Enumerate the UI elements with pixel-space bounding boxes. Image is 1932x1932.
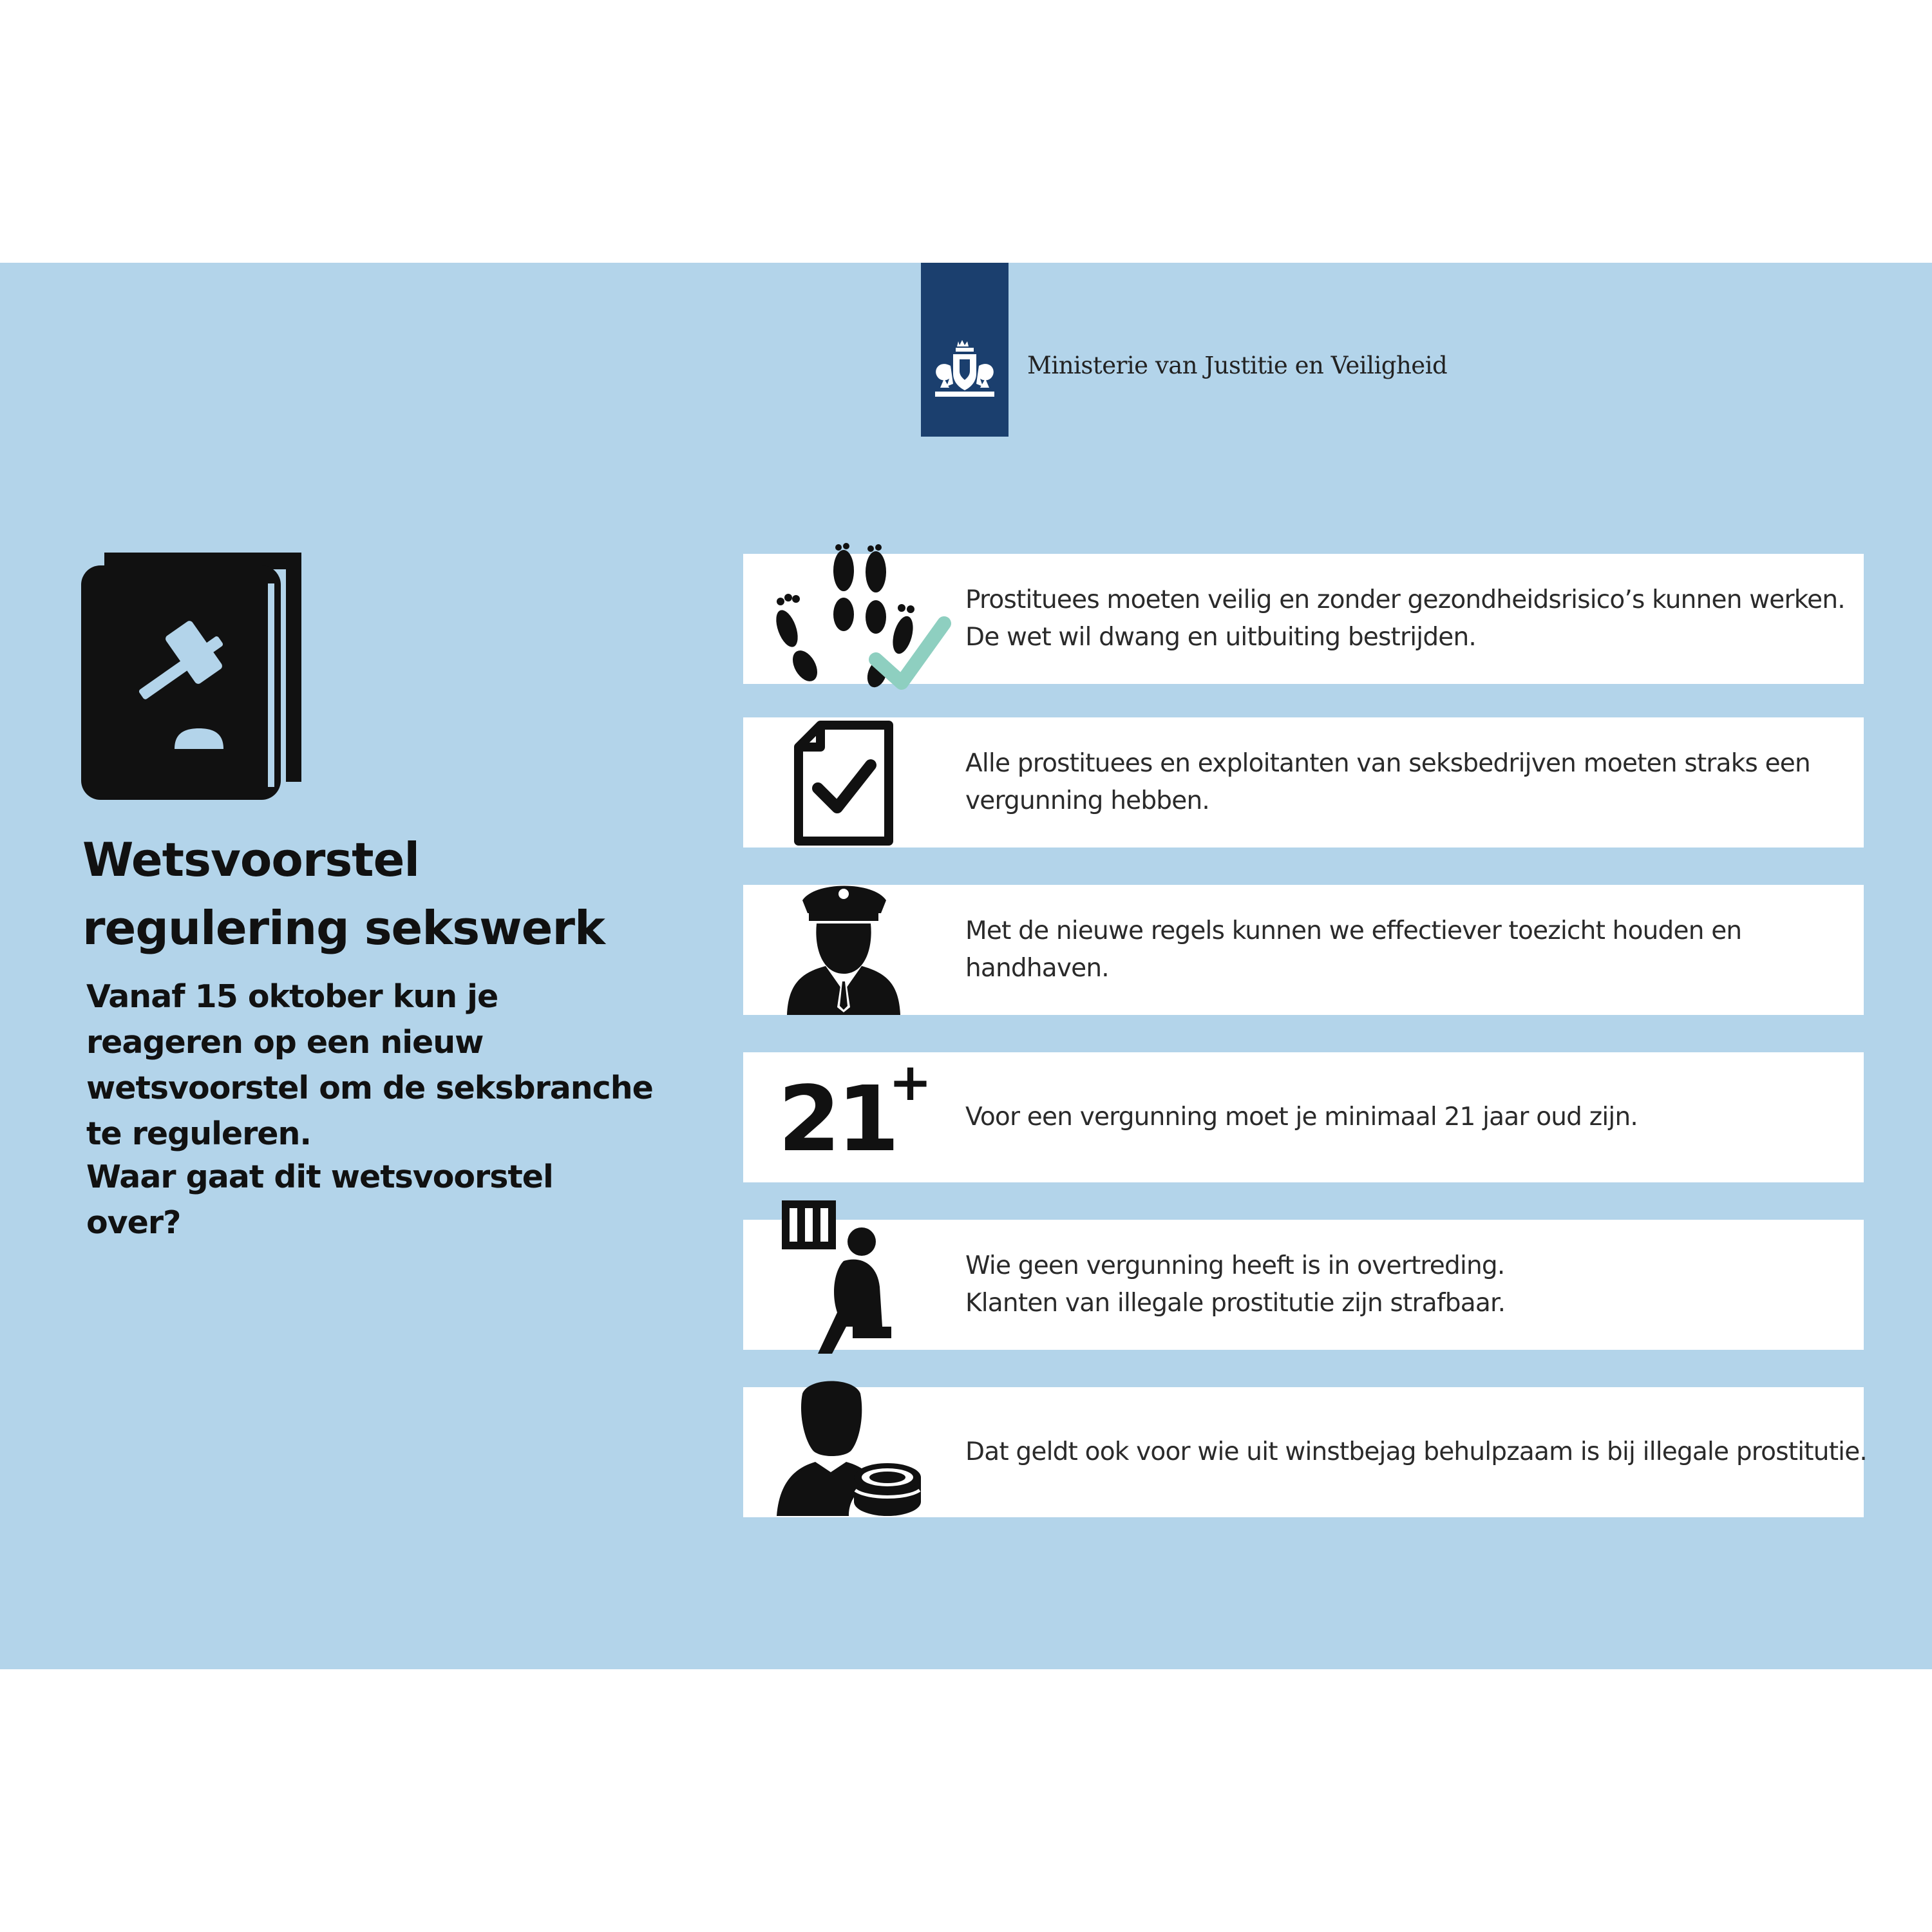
title-line-2: regulering sekswerk [82, 901, 605, 955]
info-item-text [965, 717, 1844, 848]
info-line-1: Wie geen vergunning heeft is in overtreding. [965, 1251, 1505, 1280]
police-officer-icon [784, 880, 903, 1015]
info-item-penalty [743, 1220, 1864, 1350]
info-item-text [965, 1052, 1844, 1182]
ministry-name: Ministerie van Justitie en Veiligheid [1027, 352, 1448, 379]
info-item-age [743, 1052, 1864, 1182]
intro-question: Waar gaat dit wetsvoorstel over? [86, 1159, 553, 1241]
age-number: 21 [778, 1067, 896, 1172]
document-check-icon [792, 721, 895, 848]
info-item-text [965, 1220, 1844, 1350]
info-line-1: Dat geldt ook voor wie uit winstbejag behulpzaam is bij illegale prostitutie. [965, 1437, 1868, 1466]
info-item-license [743, 717, 1864, 848]
title-line-1: Wetsvoorstel [82, 833, 420, 887]
ministry-logo [921, 263, 1009, 437]
intro-text: Vanaf 15 oktober kun je reageren op een nieuw wetsvoorstel om de seksbranche te reguleren. [86, 978, 653, 1152]
info-line-1: Prostituees moeten veilig en zonder gezondheidsrisico’s kunnen werken. [965, 585, 1845, 614]
info-line-1: Alle prostituees en exploitanten van seksbedrijven moeten straks een [965, 749, 1810, 778]
info-line-2: Klanten van illegale prostitutie zijn strafbaar. [965, 1289, 1506, 1318]
info-item-facilitation [743, 1387, 1868, 1517]
info-line-1: Voor een vergunning moet je minimaal 21 jaar oud zijn. [965, 1103, 1638, 1132]
person-money-icon [777, 1381, 925, 1521]
info-item-text [965, 885, 1844, 1015]
info-item-safety [743, 554, 1864, 684]
footprints-check-icon [768, 545, 954, 690]
coat-of-arms-icon [927, 340, 1002, 411]
age-21-plus-icon [778, 1052, 945, 1182]
info-item-text [965, 554, 1844, 684]
info-line-2: De wet wil dwang en uitbuiting bestrijden. [965, 623, 1476, 652]
page-title [82, 826, 662, 962]
info-item-text [965, 1387, 1868, 1517]
info-line-2: handhaven. [965, 954, 1109, 983]
law-book-gavel-icon [81, 553, 301, 800]
age-plus: + [889, 1052, 933, 1112]
info-item-enforcement [743, 885, 1864, 1015]
prisoner-icon [782, 1200, 891, 1350]
info-line-1: Met de nieuwe regels kunnen we effectiever toezicht houden en [965, 916, 1742, 945]
info-line-2: vergunning hebben. [965, 786, 1209, 815]
